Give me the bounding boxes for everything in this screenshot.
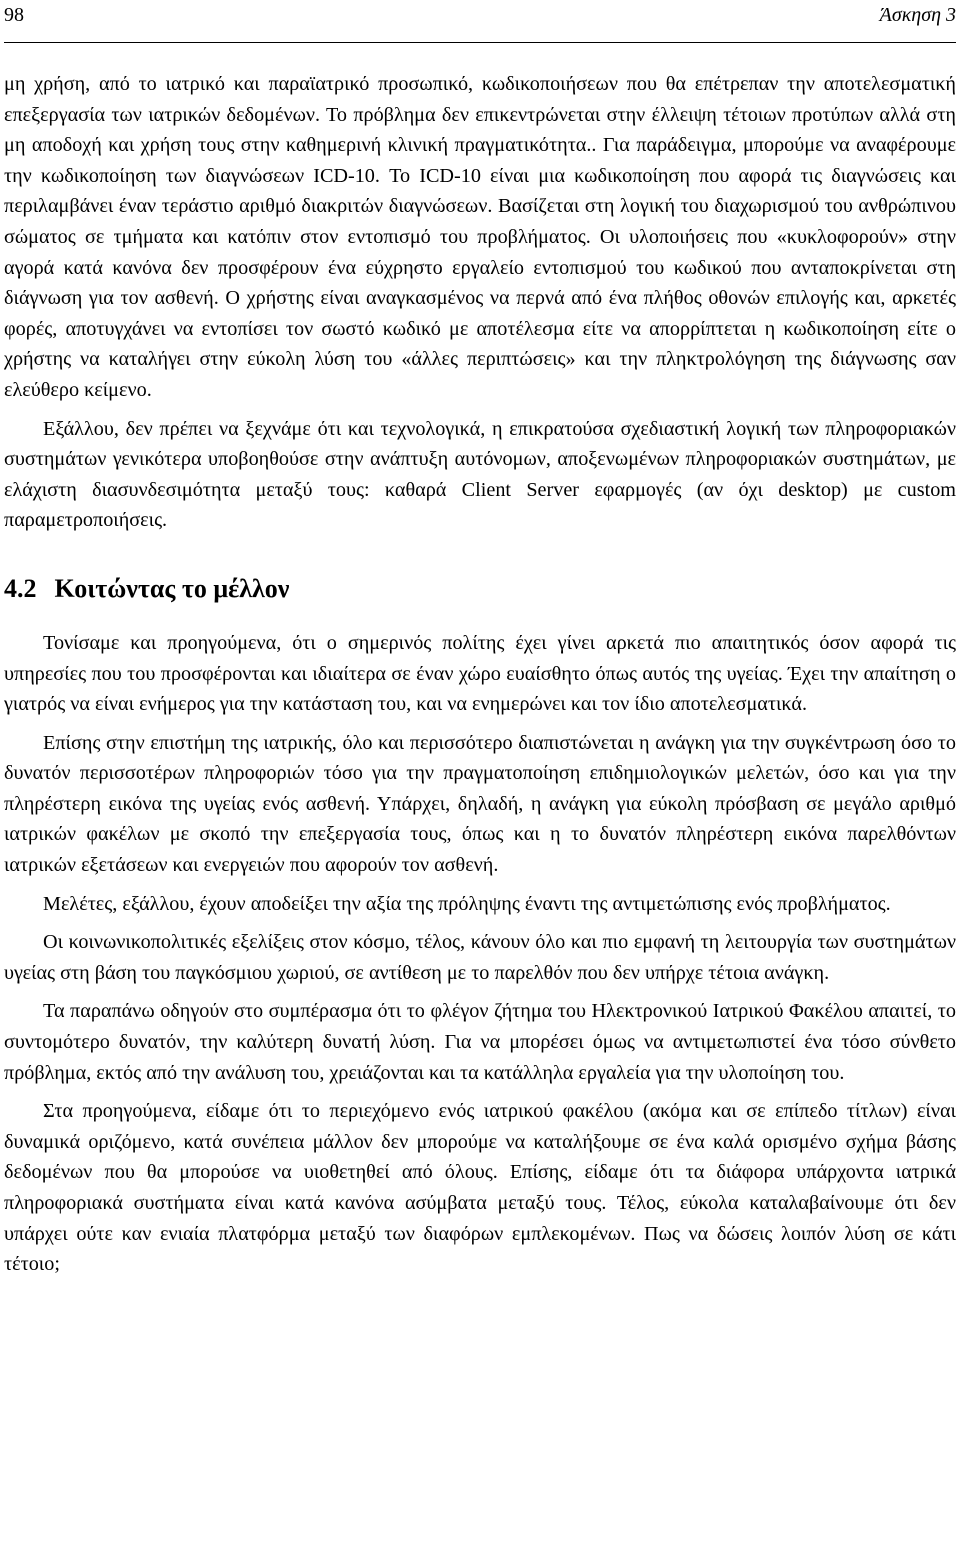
paragraph: Μελέτες, εξάλλου, έχουν αποδείξει την αξία της πρόληψης έναντι της αντιμετώπισης ενός προβλήματος. xyxy=(43,892,891,915)
page-header xyxy=(4,0,956,43)
paragraph: μη χρήση, από το ιατρικό και παραϊατρικό προσωπικό, κωδικοποιήσεων που θα επέτρεπαν την αποτελεσματική επεξεργασία των ιατρικών δεδομένων. Το πρόβλημα δεν επικεντρώνεται στην έλλειψη τέτοιων προτύπων αλλά στη μη αποδοχή και χρήση τους στην καθημερινή κλινική πραγματικότητα.. Για παράδειγμα, μπορούμε να αναφέρουμε την κωδικοποίηση των διαγνώσεων ICD-10. Το ICD-10 είναι μια κωδικοποίηση που αφορά τις διαγνώσεις και περιλαμβάνει έναν τεράστιο αριθμό διακριτών διαγνώσεων. Βασίζεται στη λογική του διαχωρισμού του ανθρώπινου σώματος σε τμήματα και κατόπιν στον εντοπισμό του προβλήματος. Οι υλοποιήσεις που «κυκλοφορούν» στην αγορά κατά κανόνα δεν προσφέρουν ένα εύχρηστο εργαλείο εντοπισμού του κωδικού που ανταποκρίνεται στη διάγνωση για τον ασθενή. Ο χρήστης είναι αναγκασμένος να περνά από ένα πλήθος οθονών επιλογής και, αρκετές φορές, αποτυγχάνει να εντοπίσει τον σωστό κωδικό με αποτέλεσμα είτε να απορρίπτεται η κωδικοποίηση είτε ο χρήστης να καταλήγει στην εύκολη λύση του «άλλες περιπτώσεις» και την πληκτρολόγηση της διάγνωσης σαν ελεύθερο κείμενο. xyxy=(4,73,956,401)
running-title: Άσκηση 3 xyxy=(879,4,956,26)
paragraph: Επίσης στην επιστήμη της ιατρικής, όλο και περισσότερο διαπιστώνεται η ανάγκη για την συγκέντρωση όσο το δυνατόν περισσοτέρων πληροφοριών τόσο για την πραγματοποίηση επιδημιολογικών μελετών, όσο και για την πληρέστερη εικόνα της υγείας ενός ασθενή. Υπάρχει, δηλαδή, η ανάγκη για εύκολη πρόσβαση σε μεγάλο αριθμό ιατρικών φακέλων με σκοπό την επεξεργασία τους, όπως και η το δυνατόν πληρέστερη εικόνα παρελθόντων ιατρικών εξετάσεων και ενεργειών που αφορούν τον ασθενή. xyxy=(4,731,956,877)
paragraph: Τονίσαμε και προηγούμενα, ότι ο σημερινός πολίτης έχει γίνει αρκετά πιο απαιτητικός όσον αφορά τις υπηρεσίες που του προσφέρονται και ιδιαίτερα σε έναν χώρο ευαίσθητο όπως αυτός της υγείας. Έχει την απαίτηση ο γιατρός να είναι ενήμερος για την κατάσταση του, και να ενημερώνει και τον ίδιο αποτελεσματικά. xyxy=(4,631,956,716)
paragraph: Τα παραπάνω οδηγούν στο συμπέρασμα ότι το φλέγον ζήτημα του Ηλεκτρονικού Ιατρικού Φακέλου απαιτεί, το συντομότερο δυνατόν, την καλύτερη δυνατή λύση. Για να μπορέσει όμως να αντιμετωπιστεί ένα τόσο σύνθετο πρόβλημα, εκτός από την ανάλυση του, χρειάζονται και τα κατάλληλα εργαλεία για την υλοποίηση του. xyxy=(4,1000,956,1084)
document-page xyxy=(4,0,956,1280)
paragraph: Εξάλλου, δεν πρέπει να ξεχνάμε ότι και τεχνολογικά, η επικρατούσα σχεδιαστική λογική των πληροφοριακών συστημάτων γενικότερα υποβοηθούσε στην ανάπτυξη αυτόνομων, αποξενωμένων πληροφοριακών συστημάτων, με ελάχιστη διασυνδεσιμότητα μεταξύ τους: καθαρά Client Server εφαρμογές (αν όχι desktop) με custom παραμετροποιήσεις. xyxy=(4,417,956,532)
section-title: Κοιτώντας το μέλλον xyxy=(54,573,290,603)
section-heading xyxy=(4,572,956,606)
section-number: 4.2 xyxy=(4,573,37,603)
page-number: 98 xyxy=(4,4,24,26)
paragraph: Στα προηγούμενα, είδαμε ότι το περιεχόμενο ενός ιατρικού φακέλου (ακόμα και σε επίπεδο τίτλων) είναι δυναμικά οριζόμενο, κατά συνέπεια μάλλον δεν μπορούμε να καταλήξουμε σε ένα καλά ορισμένο σχήμα βάσης δεδομένων που θα μπορούσε να υιοθετηθεί από όλους. Επίσης, είδαμε ότι τα διάφορα υπάρχοντα ιατρικά πληροφοριακά συστήματα είναι κατά κανόνα ασύμβατα μεταξύ τους. Τέλος, εύκολα καταλαβαίνουμε ότι δεν υπάρχει ούτε καν ενιαία πλατφόρμα μεταξύ των διαφόρων εμπλεκομένων. Πως να δώσεις λοιπόν λύση σε κάτι τέτοιο; xyxy=(4,1100,956,1276)
page-body xyxy=(4,43,956,1280)
paragraph: Οι κοινωνικοπολιτικές εξελίξεις στον κόσμο, τέλος, κάνουν όλο και πιο εμφανή τη λειτουργία των συστημάτων υγείας στη βάση του παγκόσμιου χωριού, σε αντίθεση με το παρελθόν που δεν υπήρχε τέτοια ανάγκη. xyxy=(4,931,956,984)
